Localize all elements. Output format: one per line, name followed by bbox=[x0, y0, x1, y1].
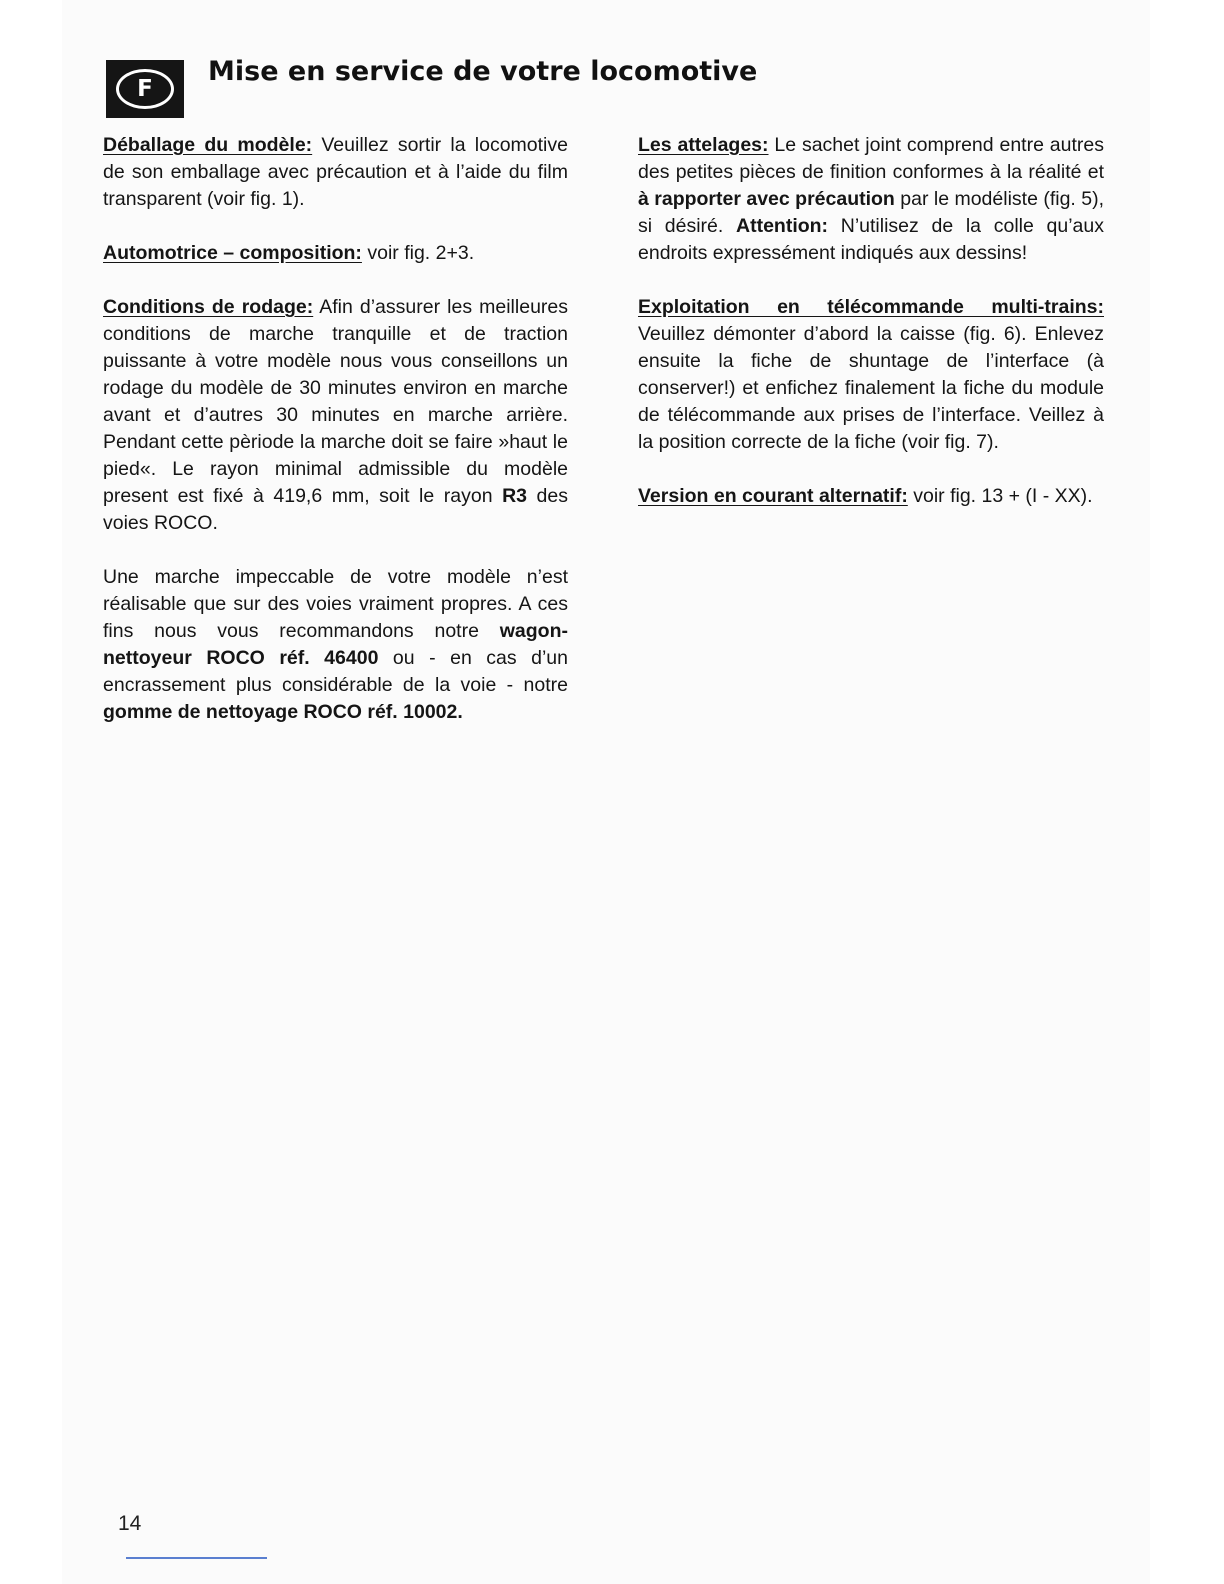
railcar-heading: Automotrice – composition: bbox=[103, 242, 362, 264]
unpacking-paragraph bbox=[103, 132, 568, 213]
ac-version-text: voir fig. 13 + (I - XX). bbox=[907, 485, 1093, 507]
cleaning-text: Une marche impeccable de votre modèle n’est réalisable que sur des voies vraiment propres. A ces fins nous vous recommandons notre bbox=[103, 566, 568, 642]
running-in-text-end: des voies ROCO. bbox=[103, 485, 568, 534]
cleaning-rubber-reference: gomme de nettoyage ROCO réf. 10002. bbox=[103, 701, 463, 723]
unpacking-text: Veuillez sortir la locomotive de son emballage avec précaution et à l’aide du film transparent (voir fig. 1). bbox=[103, 134, 568, 210]
couplings-text: Le sachet joint comprend entre autres des petites pièces de finition conformes à la réalité et bbox=[638, 134, 1104, 183]
couplings-emphasis: à rapporter avec précaution bbox=[638, 188, 895, 210]
language-letter: F bbox=[137, 75, 153, 102]
cleaning-text-middle: ou - en cas d’un encrassement plus considérable de la voie - notre bbox=[103, 647, 568, 696]
language-badge-ring bbox=[116, 69, 174, 109]
multi-train-paragraph bbox=[638, 294, 1104, 456]
couplings-text-middle: par le modéliste (fig. 5), si désiré. bbox=[638, 188, 1105, 237]
running-in-text: Afin d’assurer les meilleures conditions de marche tranquille et de traction puissante à votre modèle nous vous conseillons un rodage du modèle de 30 minutes environ en marche avant et d’autres 30 minutes en marche arrière. Pendant cette pèriode la marche doit se faire »haut le pied«. Le rayon minimal admissible du modèle present est fixé à 419,6 mm, soit le rayon bbox=[103, 296, 568, 507]
running-in-heading: Conditions de rodage: bbox=[103, 296, 314, 318]
ac-version-heading: Version en courant alternatif: bbox=[638, 485, 908, 507]
left-column bbox=[103, 132, 568, 753]
multi-train-text: Veuillez démonter d’abord la caisse (fig. 6). Enlevez ensuite la fiche de shuntage de l’interface (à conserver!) et enfichez finalement la fiche du module de télécommande aux prises de l’interface. Veillez à la position correcte de la fiche (voir fig. 7). bbox=[638, 323, 1104, 453]
multi-train-heading: Exploitation en télécommande multi-trains: bbox=[638, 296, 1104, 318]
cleaning-wagon-reference: wagon-nettoyeur ROCO réf. 46400 bbox=[103, 620, 568, 669]
running-in-paragraph bbox=[103, 294, 568, 537]
page-title: Mise en service de votre locomotive bbox=[208, 56, 758, 87]
couplings-heading: Les attelages: bbox=[638, 134, 769, 156]
cleaning-paragraph bbox=[103, 564, 568, 726]
unpacking-heading: Déballage du modèle: bbox=[103, 134, 313, 156]
footer-rule bbox=[126, 1557, 267, 1559]
attention-label: Attention: bbox=[736, 215, 829, 237]
radius-code: R3 bbox=[502, 485, 528, 507]
railcar-text: voir fig. 2+3. bbox=[361, 242, 475, 264]
couplings-paragraph bbox=[638, 132, 1104, 267]
language-badge bbox=[106, 60, 184, 118]
ac-version-paragraph bbox=[638, 483, 1104, 510]
couplings-text-end: N’utilisez de la colle qu’aux endroits expressément indiqués aux dessins! bbox=[638, 215, 1104, 264]
page-number: 14 bbox=[118, 1512, 142, 1535]
right-column bbox=[638, 132, 1104, 537]
railcar-paragraph bbox=[103, 240, 568, 267]
